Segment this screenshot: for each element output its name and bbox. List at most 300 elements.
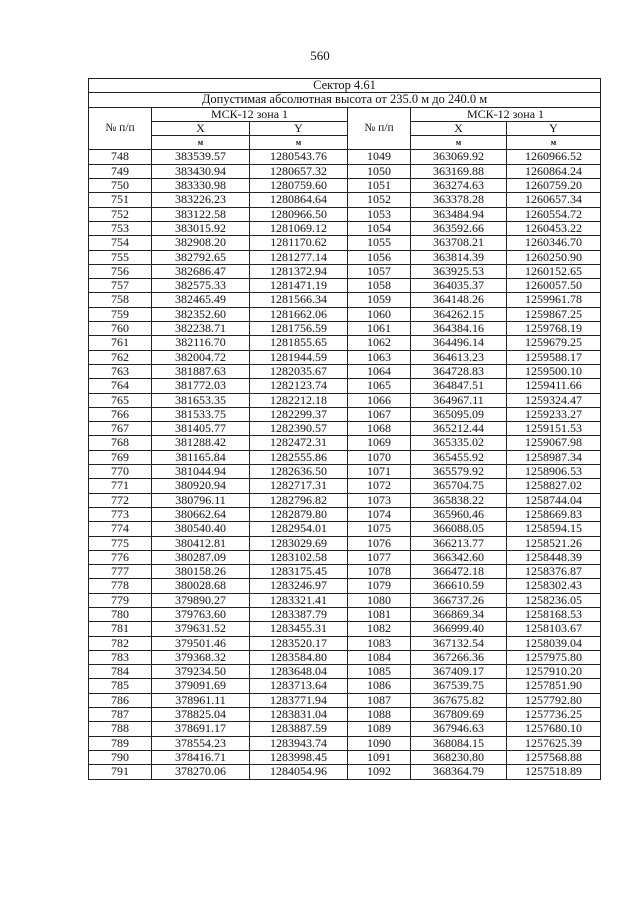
- y-value-left: 1283455.31: [250, 622, 348, 636]
- x-value-left: 381288.42: [152, 436, 250, 450]
- x-value-right: 364728.83: [411, 364, 507, 378]
- point-number-left: 787: [89, 708, 152, 722]
- point-number-left: 759: [89, 307, 152, 321]
- point-number-right: 1083: [348, 636, 411, 650]
- x-value-left: 379234.50: [152, 665, 250, 679]
- table-row: [89, 336, 601, 350]
- y-value-left: 1283998.45: [250, 750, 348, 764]
- point-number-right: 1090: [348, 736, 411, 750]
- point-number-right: 1049: [348, 150, 411, 164]
- point-number-right: 1050: [348, 164, 411, 178]
- x-value-right: 364384.16: [411, 322, 507, 336]
- point-number-right: 1080: [348, 593, 411, 607]
- y-value-left: 1283387.79: [250, 607, 348, 621]
- point-number-left: 762: [89, 350, 152, 364]
- x-value-right: 366869.34: [411, 607, 507, 621]
- point-number-left: 782: [89, 636, 152, 650]
- y-value-left: 1282472.31: [250, 436, 348, 450]
- column-header-x-left: X: [152, 121, 250, 135]
- y-value-left: 1282390.57: [250, 422, 348, 436]
- point-number-right: 1069: [348, 436, 411, 450]
- point-number-left: 773: [89, 507, 152, 521]
- table-row: [89, 250, 601, 264]
- point-number-right: 1077: [348, 550, 411, 564]
- x-value-left: 381044.94: [152, 465, 250, 479]
- point-number-left: 766: [89, 407, 152, 421]
- y-value-right: 1260759.20: [507, 179, 601, 193]
- x-value-left: 383015.92: [152, 221, 250, 235]
- y-value-right: 1257975.80: [507, 650, 601, 664]
- page-number: 560: [310, 48, 330, 63]
- point-number-right: 1071: [348, 465, 411, 479]
- table-row: [89, 550, 601, 564]
- table-row: [89, 679, 601, 693]
- y-value-right: 1258236.05: [507, 593, 601, 607]
- x-value-left: 380412.81: [152, 536, 250, 550]
- point-number-right: 1087: [348, 693, 411, 707]
- x-value-right: 367809.69: [411, 708, 507, 722]
- y-value-right: 1259324.47: [507, 393, 601, 407]
- y-value-left: 1283102.58: [250, 550, 348, 564]
- x-value-right: 365095.09: [411, 407, 507, 421]
- x-value-left: 380662.64: [152, 507, 250, 521]
- point-number-right: 1055: [348, 236, 411, 250]
- point-number-left: 764: [89, 379, 152, 393]
- point-number-right: 1086: [348, 679, 411, 693]
- x-value-right: 364262.15: [411, 307, 507, 321]
- point-number-left: 785: [89, 679, 152, 693]
- y-value-right: 1258669.83: [507, 507, 601, 521]
- x-value-left: 379091.69: [152, 679, 250, 693]
- y-value-left: 1281566.34: [250, 293, 348, 307]
- x-value-left: 381887.63: [152, 364, 250, 378]
- y-value-right: 1258594.15: [507, 522, 601, 536]
- x-value-right: 367675.82: [411, 693, 507, 707]
- point-number-right: 1059: [348, 293, 411, 307]
- table-row: [89, 607, 601, 621]
- point-number-left: 761: [89, 336, 152, 350]
- point-number-left: 780: [89, 607, 152, 621]
- point-number-left: 752: [89, 207, 152, 221]
- y-value-right: 1259961.78: [507, 293, 601, 307]
- point-number-left: 786: [89, 693, 152, 707]
- column-header-number-left: № п/п: [89, 107, 152, 150]
- x-value-left: 378554.23: [152, 736, 250, 750]
- x-value-left: 381772.03: [152, 379, 250, 393]
- y-value-left: 1283321.41: [250, 593, 348, 607]
- point-number-right: 1056: [348, 250, 411, 264]
- point-number-right: 1052: [348, 193, 411, 207]
- y-value-right: 1260057.50: [507, 279, 601, 293]
- y-value-right: 1260453.22: [507, 221, 601, 235]
- x-value-left: 383430.94: [152, 164, 250, 178]
- point-number-right: 1068: [348, 422, 411, 436]
- x-value-left: 382352.60: [152, 307, 250, 321]
- unit-label: м: [411, 136, 507, 150]
- y-value-left: 1280543.76: [250, 150, 348, 164]
- table-row: [89, 379, 601, 393]
- x-value-left: 378961.11: [152, 693, 250, 707]
- x-value-right: 367946.63: [411, 722, 507, 736]
- y-value-left: 1283175.45: [250, 565, 348, 579]
- y-value-right: 1259500.10: [507, 364, 601, 378]
- height-note: Допустимая абсолютная высота от 235.0 м до 240.0 м: [89, 93, 601, 107]
- x-value-left: 378416.71: [152, 750, 250, 764]
- table-row: [89, 565, 601, 579]
- point-number-left: 760: [89, 322, 152, 336]
- table-row: [89, 350, 601, 364]
- x-value-left: 378825.04: [152, 708, 250, 722]
- x-value-right: 368364.79: [411, 765, 507, 779]
- y-value-right: 1260152.65: [507, 264, 601, 278]
- y-value-right: 1258521.26: [507, 536, 601, 550]
- table-row: [89, 693, 601, 707]
- point-number-left: 755: [89, 250, 152, 264]
- y-value-left: 1284054.96: [250, 765, 348, 779]
- x-value-left: 379890.27: [152, 593, 250, 607]
- y-value-right: 1258987.34: [507, 450, 601, 464]
- y-value-right: 1260346.70: [507, 236, 601, 250]
- table-row: [89, 665, 601, 679]
- point-number-left: 753: [89, 221, 152, 235]
- y-value-right: 1259768.19: [507, 322, 601, 336]
- point-number-left: 750: [89, 179, 152, 193]
- table-row: [89, 364, 601, 378]
- point-number-right: 1067: [348, 407, 411, 421]
- y-value-left: 1281944.59: [250, 350, 348, 364]
- y-value-left: 1283648.04: [250, 665, 348, 679]
- x-value-right: 366088.05: [411, 522, 507, 536]
- x-value-right: 364496.14: [411, 336, 507, 350]
- y-value-right: 1258827.02: [507, 479, 601, 493]
- x-value-right: 365455.92: [411, 450, 507, 464]
- y-value-left: 1281372.94: [250, 264, 348, 278]
- x-value-right: 367409.17: [411, 665, 507, 679]
- x-value-left: 383122.58: [152, 207, 250, 221]
- table-row: [89, 221, 601, 235]
- table-row: [89, 622, 601, 636]
- y-value-left: 1281170.62: [250, 236, 348, 250]
- unit-label: м: [152, 136, 250, 150]
- point-number-right: 1088: [348, 708, 411, 722]
- point-number-left: 783: [89, 650, 152, 664]
- point-number-right: 1060: [348, 307, 411, 321]
- table-row: [89, 593, 601, 607]
- x-value-right: 364613.23: [411, 350, 507, 364]
- x-value-left: 382686.47: [152, 264, 250, 278]
- y-value-right: 1259679.25: [507, 336, 601, 350]
- point-number-left: 779: [89, 593, 152, 607]
- table-row: [89, 465, 601, 479]
- table-row: [89, 422, 601, 436]
- y-value-left: 1280864.64: [250, 193, 348, 207]
- y-value-right: 1260864.24: [507, 164, 601, 178]
- y-value-right: 1259588.17: [507, 350, 601, 364]
- x-value-right: 364035.37: [411, 279, 507, 293]
- point-number-left: 749: [89, 164, 152, 178]
- y-value-left: 1283029.69: [250, 536, 348, 550]
- table-row: [89, 650, 601, 664]
- y-value-right: 1257792.80: [507, 693, 601, 707]
- point-number-right: 1070: [348, 450, 411, 464]
- y-value-left: 1283831.04: [250, 708, 348, 722]
- point-number-left: 772: [89, 493, 152, 507]
- y-value-left: 1282299.37: [250, 407, 348, 421]
- point-number-right: 1062: [348, 336, 411, 350]
- x-value-right: 366472.18: [411, 565, 507, 579]
- point-number-left: 791: [89, 765, 152, 779]
- y-value-left: 1282035.67: [250, 364, 348, 378]
- y-value-left: 1283246.97: [250, 579, 348, 593]
- x-value-right: 363484.94: [411, 207, 507, 221]
- x-value-left: 382792.65: [152, 250, 250, 264]
- y-value-right: 1257518.89: [507, 765, 601, 779]
- x-value-left: 378691.17: [152, 722, 250, 736]
- table-row: [89, 279, 601, 293]
- x-value-left: 379631.52: [152, 622, 250, 636]
- y-value-right: 1258302.43: [507, 579, 601, 593]
- table-row: [89, 522, 601, 536]
- point-number-right: 1091: [348, 750, 411, 764]
- table-row: [89, 765, 601, 779]
- point-number-right: 1078: [348, 565, 411, 579]
- table-row: [89, 450, 601, 464]
- point-number-right: 1085: [348, 665, 411, 679]
- y-value-left: 1283771.94: [250, 693, 348, 707]
- point-number-right: 1089: [348, 722, 411, 736]
- x-value-right: 365838.22: [411, 493, 507, 507]
- table-row: [89, 507, 601, 521]
- y-value-right: 1258103.67: [507, 622, 601, 636]
- point-number-left: 778: [89, 579, 152, 593]
- y-value-left: 1281277.14: [250, 250, 348, 264]
- point-number-left: 777: [89, 565, 152, 579]
- y-value-left: 1281756.59: [250, 322, 348, 336]
- table-row: [89, 479, 601, 493]
- y-value-left: 1282123.74: [250, 379, 348, 393]
- point-number-left: 758: [89, 293, 152, 307]
- x-value-right: 363274.63: [411, 179, 507, 193]
- x-value-right: 365335.02: [411, 436, 507, 450]
- point-number-right: 1051: [348, 179, 411, 193]
- point-number-left: 774: [89, 522, 152, 536]
- table-row: [89, 536, 601, 550]
- point-number-left: 781: [89, 622, 152, 636]
- point-number-left: 771: [89, 479, 152, 493]
- table-row: [89, 264, 601, 278]
- y-value-right: 1257568.88: [507, 750, 601, 764]
- point-number-right: 1082: [348, 622, 411, 636]
- x-value-right: 368084.15: [411, 736, 507, 750]
- point-number-left: 763: [89, 364, 152, 378]
- point-number-left: 769: [89, 450, 152, 464]
- x-value-right: 364847.51: [411, 379, 507, 393]
- coordinates-table: [88, 78, 601, 780]
- point-number-right: 1079: [348, 579, 411, 593]
- point-number-left: 748: [89, 150, 152, 164]
- x-value-left: 379368.32: [152, 650, 250, 664]
- point-number-right: 1066: [348, 393, 411, 407]
- table-row: [89, 708, 601, 722]
- table-body: [89, 150, 601, 779]
- point-number-left: 757: [89, 279, 152, 293]
- x-value-left: 378270.06: [152, 765, 250, 779]
- point-number-right: 1057: [348, 264, 411, 278]
- column-header-y-right: Y: [507, 121, 601, 135]
- sector-title: Сектор 4.61: [89, 79, 601, 93]
- point-number-right: 1072: [348, 479, 411, 493]
- table-row: [89, 322, 601, 336]
- y-value-right: 1259233.27: [507, 407, 601, 421]
- y-value-left: 1281069.12: [250, 221, 348, 235]
- x-value-right: 365212.44: [411, 422, 507, 436]
- point-number-left: 765: [89, 393, 152, 407]
- y-value-left: 1280657.32: [250, 164, 348, 178]
- y-value-right: 1257625.39: [507, 736, 601, 750]
- table-row: [89, 307, 601, 321]
- point-number-right: 1061: [348, 322, 411, 336]
- x-value-right: 363814.39: [411, 250, 507, 264]
- column-header-y-left: Y: [250, 121, 348, 135]
- unit-label: м: [507, 136, 601, 150]
- y-value-right: 1260554.72: [507, 207, 601, 221]
- x-value-left: 380796.11: [152, 493, 250, 507]
- y-value-left: 1283584.80: [250, 650, 348, 664]
- x-value-left: 383226.23: [152, 193, 250, 207]
- x-value-right: 366999.40: [411, 622, 507, 636]
- y-value-right: 1257736.25: [507, 708, 601, 722]
- x-value-right: 363169.88: [411, 164, 507, 178]
- point-number-right: 1063: [348, 350, 411, 364]
- x-value-left: 380540.40: [152, 522, 250, 536]
- point-number-left: 754: [89, 236, 152, 250]
- y-value-left: 1280966.50: [250, 207, 348, 221]
- point-number-left: 788: [89, 722, 152, 736]
- x-value-right: 366610.59: [411, 579, 507, 593]
- x-value-right: 367539.75: [411, 679, 507, 693]
- point-number-right: 1081: [348, 607, 411, 621]
- table-row: [89, 193, 601, 207]
- x-value-left: 380158.26: [152, 565, 250, 579]
- y-value-left: 1281662.06: [250, 307, 348, 321]
- point-number-right: 1065: [348, 379, 411, 393]
- table-row: [89, 207, 601, 221]
- point-number-right: 1076: [348, 536, 411, 550]
- y-value-right: 1258039.04: [507, 636, 601, 650]
- x-value-left: 382238.71: [152, 322, 250, 336]
- y-value-right: 1260966.52: [507, 150, 601, 164]
- x-value-right: 363925.53: [411, 264, 507, 278]
- unit-label: м: [250, 136, 348, 150]
- x-value-left: 381165.84: [152, 450, 250, 464]
- x-value-left: 381405.77: [152, 422, 250, 436]
- y-value-right: 1258168.53: [507, 607, 601, 621]
- y-value-right: 1259151.53: [507, 422, 601, 436]
- point-number-left: 784: [89, 665, 152, 679]
- table-row: [89, 736, 601, 750]
- table-row: [89, 436, 601, 450]
- point-number-left: 767: [89, 422, 152, 436]
- table-row: [89, 179, 601, 193]
- x-value-right: 368230.80: [411, 750, 507, 764]
- table-row: [89, 750, 601, 764]
- x-value-right: 363069.92: [411, 150, 507, 164]
- table-row: [89, 579, 601, 593]
- coordinate-system-left: МСК-12 зона 1: [152, 107, 348, 121]
- x-value-right: 363378.28: [411, 193, 507, 207]
- point-number-right: 1084: [348, 650, 411, 664]
- x-value-left: 381533.75: [152, 407, 250, 421]
- table-row: [89, 293, 601, 307]
- y-value-left: 1282636.50: [250, 465, 348, 479]
- y-value-right: 1258376.87: [507, 565, 601, 579]
- column-header-x-right: X: [411, 121, 507, 135]
- x-value-left: 383330.98: [152, 179, 250, 193]
- y-value-left: 1283713.64: [250, 679, 348, 693]
- y-value-left: 1283943.74: [250, 736, 348, 750]
- y-value-left: 1282879.80: [250, 507, 348, 521]
- table-row: [89, 236, 601, 250]
- y-value-right: 1257851.90: [507, 679, 601, 693]
- table-row: [89, 722, 601, 736]
- y-value-right: 1258448.39: [507, 550, 601, 564]
- y-value-right: 1258906.53: [507, 465, 601, 479]
- y-value-left: 1282717.31: [250, 479, 348, 493]
- y-value-right: 1257910.20: [507, 665, 601, 679]
- y-value-left: 1281471.19: [250, 279, 348, 293]
- y-value-left: 1283520.17: [250, 636, 348, 650]
- x-value-left: 382465.49: [152, 293, 250, 307]
- point-number-left: 776: [89, 550, 152, 564]
- coordinate-system-right: МСК-12 зона 1: [411, 107, 601, 121]
- y-value-right: 1259867.25: [507, 307, 601, 321]
- point-number-left: 789: [89, 736, 152, 750]
- table-row: [89, 636, 601, 650]
- point-number-right: 1074: [348, 507, 411, 521]
- point-number-right: 1064: [348, 364, 411, 378]
- y-value-left: 1282954.01: [250, 522, 348, 536]
- x-value-left: 382575.33: [152, 279, 250, 293]
- x-value-left: 380287.09: [152, 550, 250, 564]
- y-value-left: 1283887.59: [250, 722, 348, 736]
- table-row: [89, 393, 601, 407]
- y-value-right: 1258744.04: [507, 493, 601, 507]
- x-value-right: 364148.26: [411, 293, 507, 307]
- column-header-number-right: № п/п: [348, 107, 411, 150]
- x-value-left: 381653.35: [152, 393, 250, 407]
- table-row: [89, 150, 601, 164]
- point-number-right: 1075: [348, 522, 411, 536]
- x-value-left: 382116.70: [152, 336, 250, 350]
- x-value-right: 365579.92: [411, 465, 507, 479]
- y-value-right: 1260657.34: [507, 193, 601, 207]
- point-number-left: 756: [89, 264, 152, 278]
- x-value-left: 383539.57: [152, 150, 250, 164]
- table-row: [89, 164, 601, 178]
- x-value-left: 382908.20: [152, 236, 250, 250]
- x-value-right: 365960.46: [411, 507, 507, 521]
- point-number-left: 775: [89, 536, 152, 550]
- x-value-right: 367132.54: [411, 636, 507, 650]
- y-value-right: 1257680.10: [507, 722, 601, 736]
- x-value-right: 366213.77: [411, 536, 507, 550]
- y-value-right: 1260250.90: [507, 250, 601, 264]
- point-number-right: 1054: [348, 221, 411, 235]
- x-value-right: 365704.75: [411, 479, 507, 493]
- table-row: [89, 493, 601, 507]
- point-number-right: 1058: [348, 279, 411, 293]
- y-value-left: 1281855.65: [250, 336, 348, 350]
